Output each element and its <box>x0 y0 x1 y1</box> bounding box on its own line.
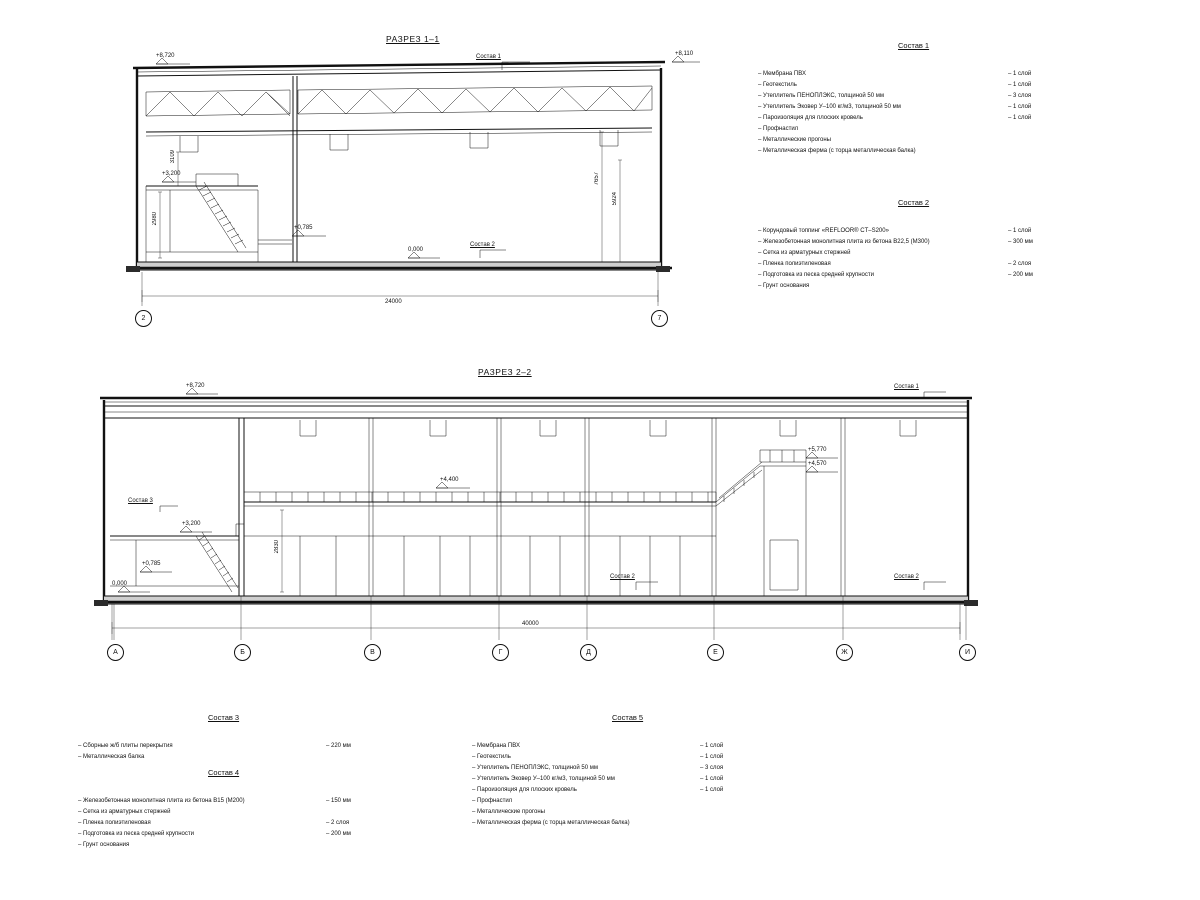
level-mark: +4,570 <box>808 461 827 467</box>
spec-row: – Корундовый топпинг «REFLOOR® CT–S200» – 1 слой <box>758 228 1032 234</box>
spec-row: – Металлическая ферма (с торца металлическая балка) <box>472 820 630 826</box>
spec-row: – Металлические прогоны <box>472 809 545 815</box>
spec-row: – Металлическая балка <box>78 754 145 760</box>
spec-row: – Сборные ж/б плиты перекрытия – 220 мм <box>78 743 351 749</box>
level-mark: +0,785 <box>294 225 313 231</box>
level-mark: +4,400 <box>440 477 459 483</box>
callout-sostav-3: Состав 3 <box>128 498 153 504</box>
spec-row: – Профнастил <box>472 798 513 804</box>
spec-row: – Мембрана ПВХ – 1 слой <box>472 743 724 749</box>
dimension-vertical: 7657 <box>594 172 600 186</box>
spec-title: Состав 3 <box>208 713 240 722</box>
dimension-overall: 24000 <box>385 299 402 305</box>
spec-row: – Пароизоляция для плоских кровель – 1 слой <box>758 115 1032 121</box>
level-mark: 0,000 <box>408 247 424 253</box>
spec-title: Состав 5 <box>612 713 644 722</box>
spec-row: – Утеплитель Эковер У–100 кг/м3, толщиной 50 мм – 1 слой <box>758 104 1032 110</box>
dimension-overall: 40000 <box>522 621 539 627</box>
callout-sostav-1: Состав 1 <box>476 54 501 60</box>
axis-marker-i: И <box>959 644 976 661</box>
spec-row: – Пароизоляция для плоских кровель – 1 слой <box>472 787 724 793</box>
spec-block-sostav-2 <box>758 198 1098 292</box>
section-2-title: РАЗРЕЗ 2–2 <box>478 367 532 377</box>
dimension-vertical: 3109 <box>170 150 176 164</box>
level-mark: +5,770 <box>808 447 827 453</box>
axis-marker-zh: Ж <box>836 644 853 661</box>
spec-block-sostav-5 <box>472 713 812 829</box>
axis-marker-d: Д <box>580 644 597 661</box>
spec-block-sostav-3 <box>78 713 378 763</box>
callout-sostav-2: Состав 2 <box>610 574 635 580</box>
spec-row: – Пленка полиэтиленовая – 2 слоя <box>758 261 1032 267</box>
spec-row: – Утеплитель ПЕНОПЛЭКС, толщиной 50 мм – 3 слоя <box>472 765 724 771</box>
level-mark: 0,000 <box>112 581 128 587</box>
level-mark: +8,720 <box>186 383 205 389</box>
section-1-title: РАЗРЕЗ 1–1 <box>386 34 440 44</box>
spec-row: – Грунт основания <box>758 283 810 289</box>
spec-row: – Утеплитель ПЕНОПЛЭКС, толщиной 50 мм – 3 слоя <box>758 93 1032 99</box>
spec-row: – Геотекстиль – 1 слой <box>472 754 724 760</box>
spec-title: Состав 1 <box>898 41 930 50</box>
callout-sostav-1: Состав 1 <box>894 384 919 390</box>
axis-marker-v: В <box>364 644 381 661</box>
spec-row: – Металлические прогоны <box>758 137 831 143</box>
axis-marker-2: 2 <box>135 310 152 327</box>
spec-block-sostav-4 <box>78 768 398 851</box>
spec-title: Состав 4 <box>208 768 240 777</box>
axis-marker-g: Г <box>492 644 509 661</box>
spec-row: – Сетка из арматурных стержней <box>758 250 851 256</box>
axis-marker-a: А <box>107 644 124 661</box>
spec-row: – Железобетонная монолитная плита из бетона В15 (М200) – 150 мм <box>78 798 351 804</box>
spec-row: – Подготовка из песка средней крупности – 200 мм <box>758 272 1033 278</box>
level-mark: +3,200 <box>162 171 181 177</box>
callout-sostav-2: Состав 2 <box>894 574 919 580</box>
dimension-vertical: 2980 <box>152 212 158 226</box>
spec-row: – Утеплитель Эковер У–100 кг/м3, толщиной 50 мм – 1 слой <box>472 776 724 782</box>
spec-title: Состав 2 <box>898 198 930 207</box>
dimension-vertical: 2830 <box>274 540 280 554</box>
axis-marker-7: 7 <box>651 310 668 327</box>
spec-row: – Мембрана ПВХ – 1 слой <box>758 71 1032 77</box>
callout-sostav-2: Состав 2 <box>470 242 495 248</box>
spec-row: – Грунт основания <box>78 842 130 848</box>
spec-row: – Сетка из арматурных стержней <box>78 809 171 815</box>
dimension-vertical: 5924 <box>612 192 618 206</box>
level-mark: +8,110 <box>675 51 694 57</box>
spec-block-sostav-1 <box>758 41 1078 157</box>
axis-marker-e: Е <box>707 644 724 661</box>
spec-row: – Железобетонная монолитная плита из бетона В22,5 (М300) – 300 мм <box>758 239 1033 245</box>
level-mark: +8,720 <box>156 53 175 59</box>
spec-row: – Пленка полиэтиленовая – 2 слоя <box>78 820 350 826</box>
level-mark: +3,200 <box>182 521 201 527</box>
level-mark: +0,785 <box>142 561 161 567</box>
axis-marker-b: Б <box>234 644 251 661</box>
spec-row: – Подготовка из песка средней крупности – 200 мм <box>78 831 351 837</box>
spec-row: – Профнастил <box>758 126 799 132</box>
spec-row: – Геотекстиль – 1 слой <box>758 82 1032 88</box>
spec-row: – Металлическая ферма (с торца металлическая балка) <box>758 148 916 154</box>
